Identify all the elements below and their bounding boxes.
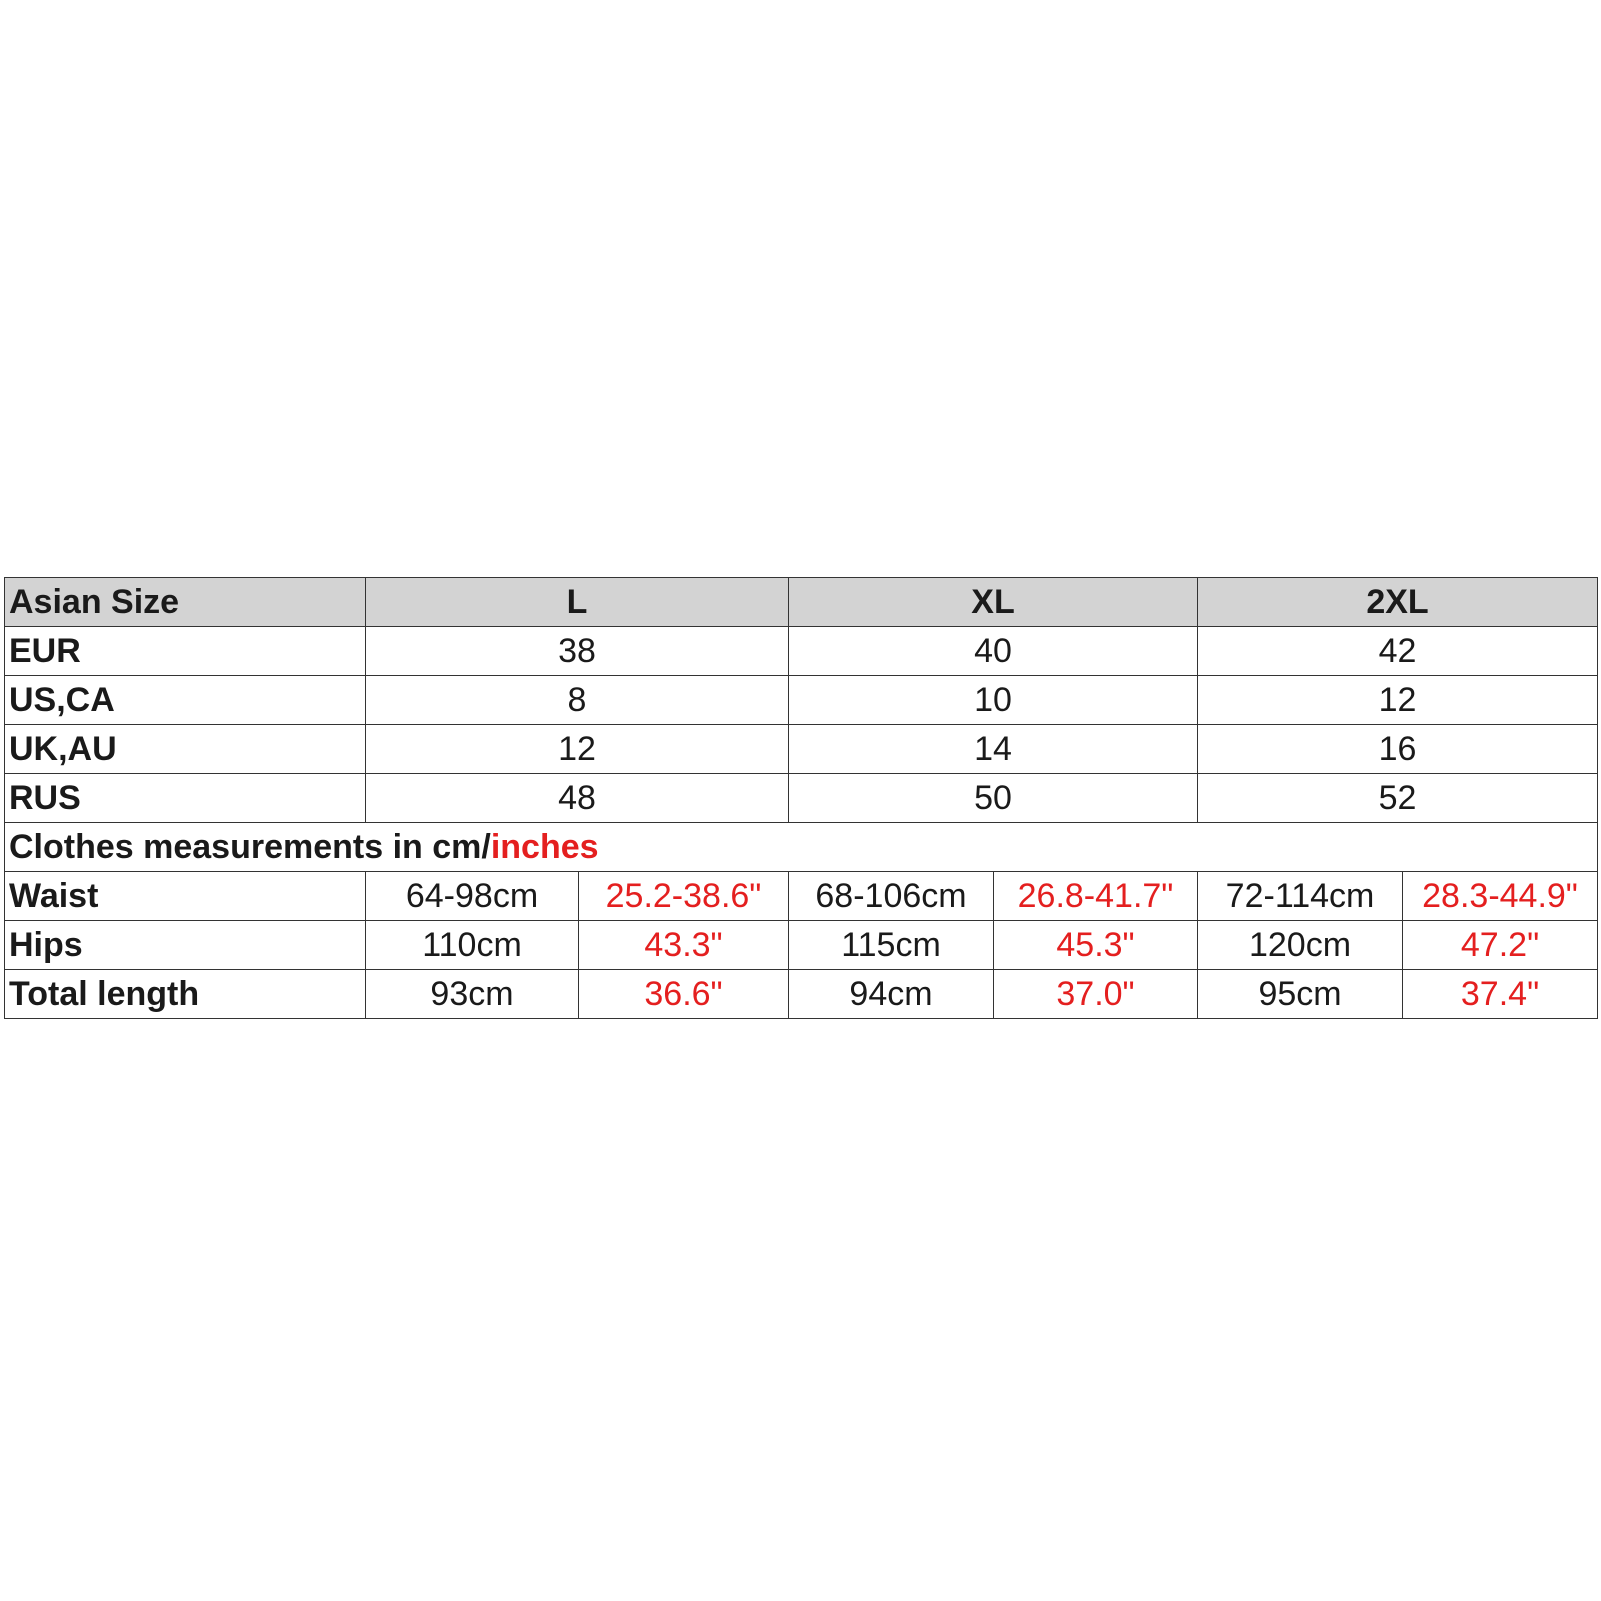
table-cell-inches: 36.6" bbox=[579, 970, 789, 1019]
table-cell-cm: 95cm bbox=[1198, 970, 1403, 1019]
table-cell-cm: 93cm bbox=[366, 970, 579, 1019]
table-row bbox=[5, 676, 1598, 725]
table-cell: 48 bbox=[366, 774, 789, 823]
size-header-xl: XL bbox=[789, 578, 1198, 627]
row-label-uk-au: UK,AU bbox=[5, 725, 366, 774]
table-cell-inches: 25.2-38.6" bbox=[579, 872, 789, 921]
table-cell-cm: 120cm bbox=[1198, 921, 1403, 970]
size-header-2xl: 2XL bbox=[1198, 578, 1598, 627]
table-cell-inches: 43.3" bbox=[579, 921, 789, 970]
table-cell: 50 bbox=[789, 774, 1198, 823]
table-cell-inches: 28.3-44.9" bbox=[1403, 872, 1598, 921]
table-cell: 52 bbox=[1198, 774, 1598, 823]
table-cell-inches: 37.0" bbox=[994, 970, 1198, 1019]
row-label-hips: Hips bbox=[5, 921, 366, 970]
table-row bbox=[5, 725, 1598, 774]
table-cell: 10 bbox=[789, 676, 1198, 725]
table-cell: 12 bbox=[366, 725, 789, 774]
table-cell-cm: 72-114cm bbox=[1198, 872, 1403, 921]
section-row bbox=[5, 823, 1598, 872]
table-row bbox=[5, 627, 1598, 676]
header-label: Asian Size bbox=[5, 578, 366, 627]
table-cell: 16 bbox=[1198, 725, 1598, 774]
size-chart-table bbox=[4, 577, 1598, 1019]
table-cell: 14 bbox=[789, 725, 1198, 774]
table-cell: 42 bbox=[1198, 627, 1598, 676]
table-cell-cm: 68-106cm bbox=[789, 872, 994, 921]
table-row bbox=[5, 872, 1598, 921]
table-row bbox=[5, 970, 1598, 1019]
table-cell-inches: 47.2" bbox=[1403, 921, 1598, 970]
table-cell: 38 bbox=[366, 627, 789, 676]
table-cell-inches: 45.3" bbox=[994, 921, 1198, 970]
table-cell-cm: 115cm bbox=[789, 921, 994, 970]
table-row bbox=[5, 921, 1598, 970]
table-cell: 12 bbox=[1198, 676, 1598, 725]
measurements-title-accent: inches bbox=[490, 827, 599, 866]
table-cell-inches: 26.8-41.7" bbox=[994, 872, 1198, 921]
table-cell: 8 bbox=[366, 676, 789, 725]
row-label-eur: EUR bbox=[5, 627, 366, 676]
table-row bbox=[5, 774, 1598, 823]
size-header-l: L bbox=[366, 578, 789, 627]
table-cell-cm: 94cm bbox=[789, 970, 994, 1019]
table-cell-cm: 64-98cm bbox=[366, 872, 579, 921]
row-label-us-ca: US,CA bbox=[5, 676, 366, 725]
header-row bbox=[5, 578, 1598, 627]
table-cell-cm: 110cm bbox=[366, 921, 579, 970]
table-cell-inches: 37.4" bbox=[1403, 970, 1598, 1019]
row-label-total-length: Total length bbox=[5, 970, 366, 1019]
table-cell: 40 bbox=[789, 627, 1198, 676]
row-label-rus: RUS bbox=[5, 774, 366, 823]
row-label-waist: Waist bbox=[5, 872, 366, 921]
measurements-title-prefix: Clothes measurements in cm/ bbox=[9, 827, 491, 866]
measurements-title bbox=[5, 823, 1598, 872]
